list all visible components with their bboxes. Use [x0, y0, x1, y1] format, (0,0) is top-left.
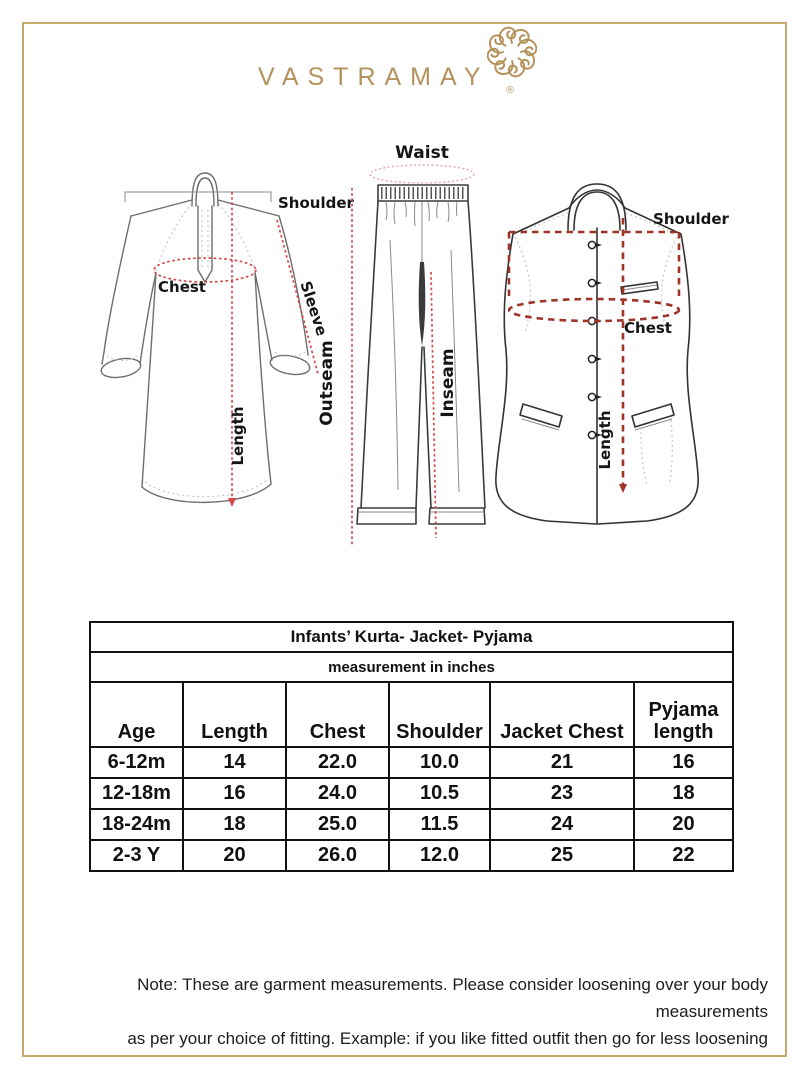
col-header-shoulder: Shoulder: [389, 682, 490, 747]
cell-age: 2-3 Y: [90, 840, 183, 871]
cell-length: 16: [183, 778, 286, 809]
jacket-annotations: [509, 210, 730, 493]
measurement-note: [40, 971, 768, 1052]
kurta-shoulder-label: Shoulder: [278, 194, 354, 212]
kurta-diagram: [100, 173, 355, 507]
cell-age: 18-24m: [90, 809, 183, 840]
note-line-1: Note: These are garment measurements. Please consider loosening over your body measurements: [137, 975, 768, 1021]
kurta-sleeve-label: Sleeve: [296, 278, 332, 338]
jacket-shoulder-label: Shoulder: [653, 210, 729, 228]
cell-pyjama-length: 20: [634, 809, 733, 840]
cell-pyjama-length: 18: [634, 778, 733, 809]
cell-length: 14: [183, 747, 286, 778]
jacket-chest-label: Chest: [624, 319, 672, 337]
cell-chest: 25.0: [286, 809, 389, 840]
cell-jacket-chest: 23: [490, 778, 634, 809]
cell-shoulder: 12.0: [389, 840, 490, 871]
jacket-outline: [496, 184, 698, 524]
note-line-2: as per your choice of fitting. Example: if you like fitted outfit then go for less loosening: [127, 1029, 768, 1048]
cell-shoulder: 10.0: [389, 747, 490, 778]
table-row: [90, 809, 733, 840]
col-header-jacket-chest: Jacket Chest: [490, 682, 634, 747]
col-header-chest: Chest: [286, 682, 389, 747]
cell-age: 6-12m: [90, 747, 183, 778]
cell-length: 18: [183, 809, 286, 840]
cell-shoulder: 11.5: [389, 809, 490, 840]
size-chart-table: [89, 621, 734, 872]
table-subtitle: measurement in inches: [90, 652, 733, 682]
floral-ornament-icon: [487, 24, 537, 78]
col-header-age: Age: [90, 682, 183, 747]
table-title: Infants’ Kurta- Jacket- Pyjama: [90, 622, 733, 652]
cell-pyjama-length: 22: [634, 840, 733, 871]
pyjama-outseam-label: Outseam: [317, 340, 337, 426]
cell-length: 20: [183, 840, 286, 871]
jacket-diagram: [496, 184, 730, 524]
cell-age: 12-18m: [90, 778, 183, 809]
pyjama-inseam-label: Inseam: [438, 348, 458, 418]
cell-jacket-chest: 24: [490, 809, 634, 840]
cell-chest: 26.0: [286, 840, 389, 871]
kurta-length-label: Length: [229, 406, 247, 466]
table-row: [90, 747, 733, 778]
kurta-chest-label: Chest: [158, 278, 206, 296]
table-row: [90, 778, 733, 809]
cell-chest: 24.0: [286, 778, 389, 809]
cell-chest: 22.0: [286, 747, 389, 778]
table-row: [90, 840, 733, 871]
pyjama-outline: [357, 185, 485, 524]
garment-measurement-diagrams: [85, 140, 735, 570]
pyjama-waist-label: Waist: [395, 143, 449, 163]
cell-jacket-chest: 21: [490, 747, 634, 778]
jacket-length-label: Length: [596, 410, 614, 470]
cell-shoulder: 10.5: [389, 778, 490, 809]
col-header-pyjama-length: Pyjama length: [634, 682, 733, 747]
jacket-buttons: [588, 241, 602, 438]
cell-pyjama-length: 16: [634, 747, 733, 778]
brand-logo-text: VASTRAMAY: [258, 63, 490, 91]
registered-trademark-symbol: ®: [505, 85, 515, 96]
kurta-outline: [100, 173, 312, 502]
col-header-length: Length: [183, 682, 286, 747]
cell-jacket-chest: 25: [490, 840, 634, 871]
